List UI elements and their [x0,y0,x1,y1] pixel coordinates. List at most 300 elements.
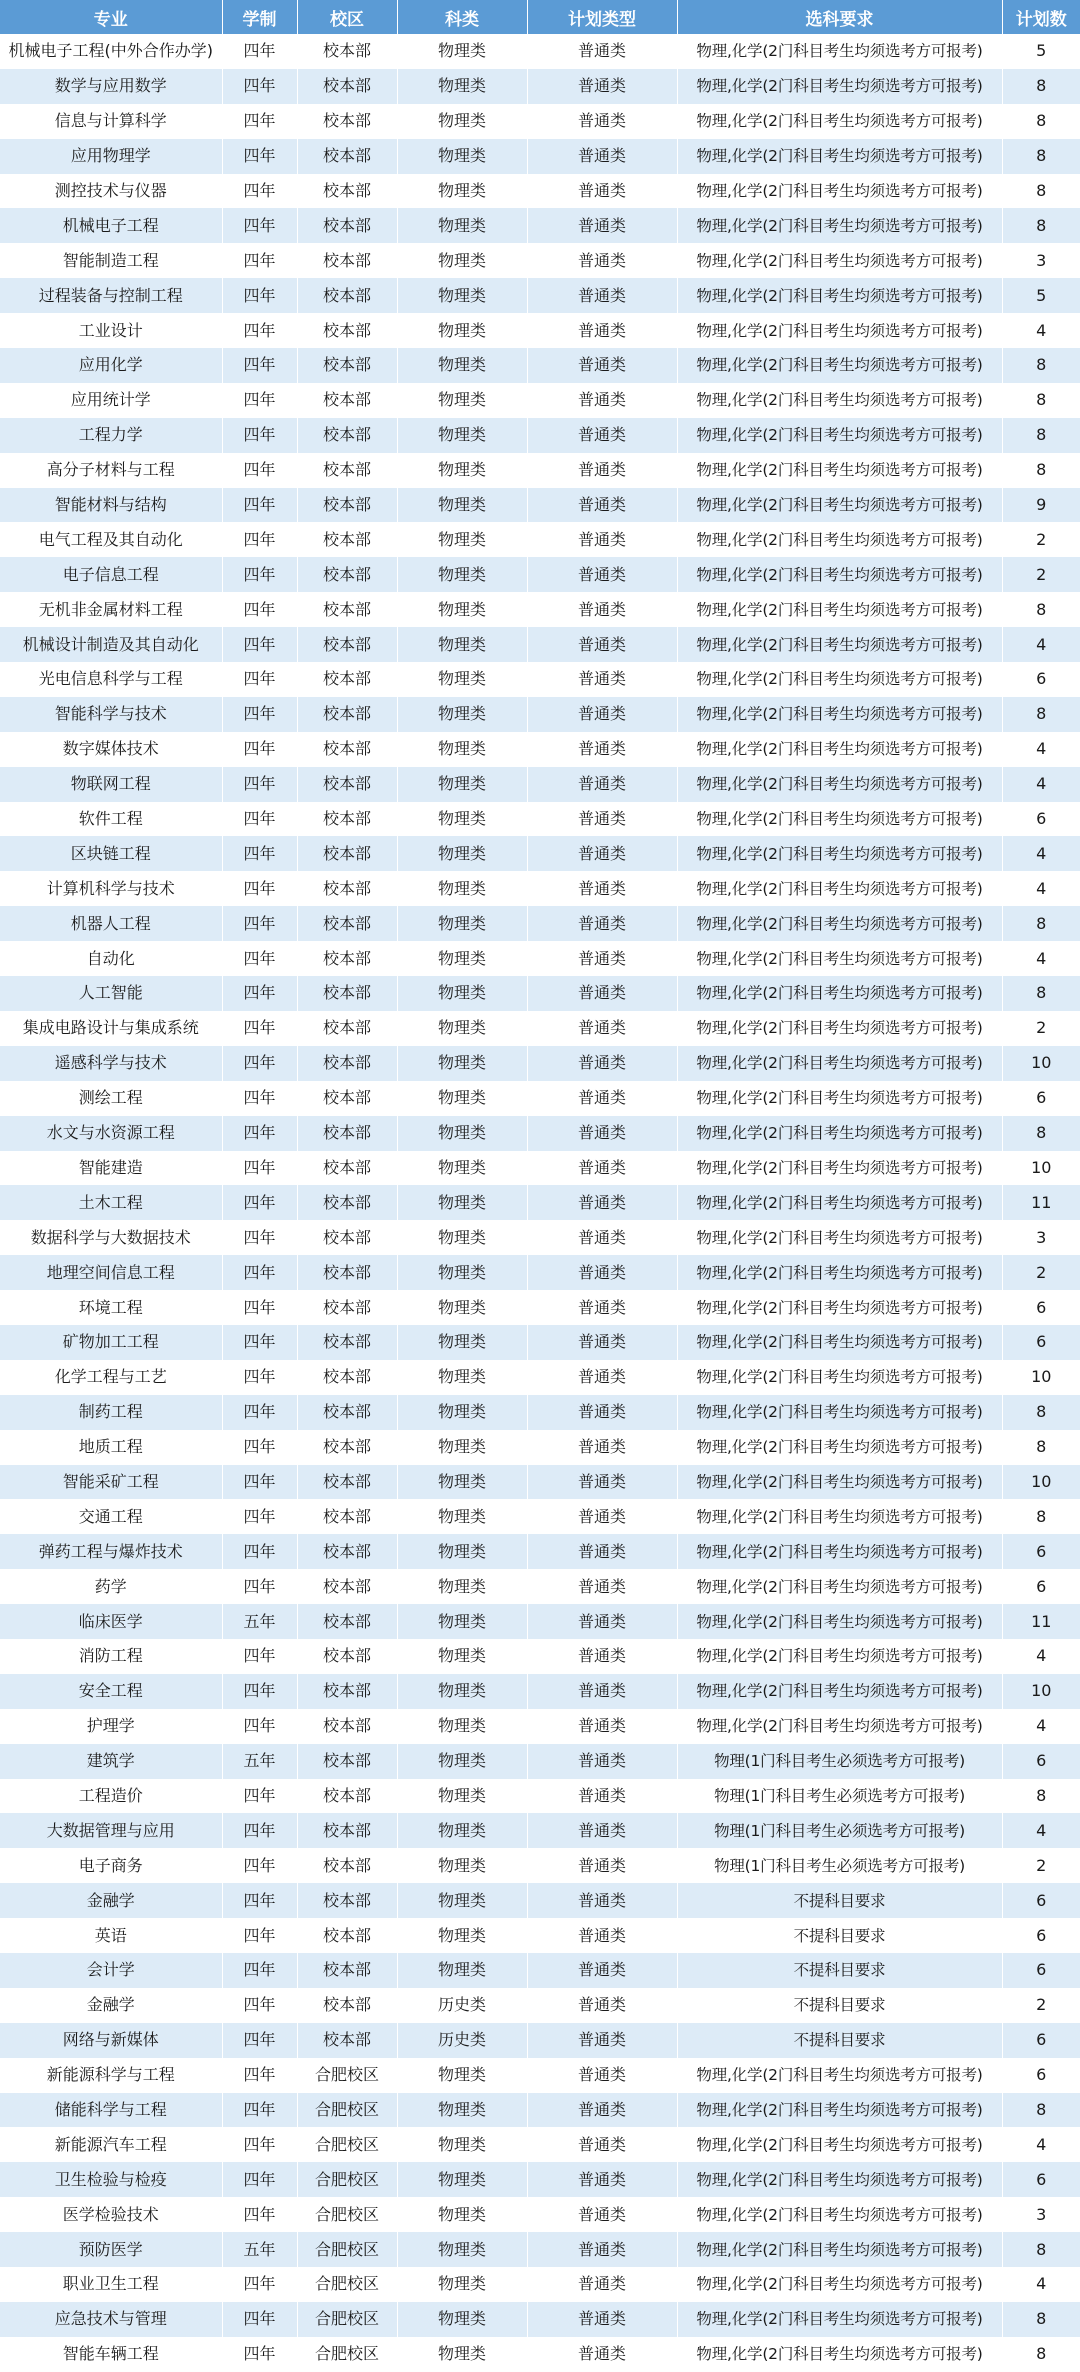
table-row [0,2162,1080,2197]
cell-count: 2 [1036,1855,1047,1875]
cell-campus: 校本部 [297,1813,397,1848]
table-row [0,627,1080,662]
cell-requirement: 物理,化学(2门科目考生均须选考方可报考) [677,243,1002,278]
cell-count: 4 [1036,878,1047,898]
cell-count: 4 [1036,2274,1047,2294]
table-row [0,1151,1080,1186]
cell-duration: 四年 [222,906,297,941]
cell-campus: 校本部 [297,1465,397,1500]
cell-campus: 校本部 [297,522,397,557]
cell-category: 物理类 [397,1744,527,1779]
cell-category: 物理类 [397,2232,527,2267]
table-row [0,522,1080,557]
table-row [0,2058,1080,2093]
cell-campus: 校本部 [297,1499,397,1534]
cell-category: 物理类 [397,2162,527,2197]
cell-category: 物理类 [397,1185,527,1220]
cell-plan-type: 普通类 [527,1813,677,1848]
table-row [0,941,1080,976]
cell-requirement: 物理,化学(2门科目考生均须选考方可报考) [677,1569,1002,1604]
cell-requirement: 物理,化学(2门科目考生均须选考方可报考) [677,1534,1002,1569]
table-row [0,732,1080,767]
cell-category: 物理类 [397,976,527,1011]
table-row [0,1534,1080,1569]
cell-count: 6 [1036,1332,1047,1352]
cell-requirement: 物理,化学(2门科目考生均须选考方可报考) [677,697,1002,732]
cell-count: 6 [1036,669,1047,689]
cell-campus: 合肥校区 [297,2267,397,2302]
cell-category: 物理类 [397,941,527,976]
cell-plan-type: 普通类 [527,2197,677,2232]
cell-requirement: 物理,化学(2门科目考生均须选考方可报考) [677,208,1002,243]
cell-major: 测绘工程 [0,1081,222,1116]
cell-campus: 校本部 [297,174,397,209]
cell-campus: 合肥校区 [297,2197,397,2232]
cell-requirement: 物理,化学(2门科目考生均须选考方可报考) [677,592,1002,627]
cell-count: 6 [1036,1088,1047,1108]
cell-duration: 四年 [222,488,297,523]
cell-plan-type: 普通类 [527,1848,677,1883]
table-row [0,174,1080,209]
cell-campus: 校本部 [297,278,397,313]
cell-major: 地理空间信息工程 [0,1255,222,1290]
cell-count: 10 [1031,1471,1052,1491]
cell-major: 职业卫生工程 [0,2267,222,2302]
cell-count: 8 [1036,146,1047,166]
cell-requirement: 物理,化学(2门科目考生均须选考方可报考) [677,278,1002,313]
cell-duration: 四年 [222,139,297,174]
cell-requirement: 物理,化学(2门科目考生均须选考方可报考) [677,104,1002,139]
cell-plan-type: 普通类 [527,697,677,732]
cell-plan-type: 普通类 [527,1360,677,1395]
table-row [0,2337,1080,2372]
cell-major: 大数据管理与应用 [0,1813,222,1848]
cell-plan-type: 普通类 [527,2058,677,2093]
cell-category: 物理类 [397,1674,527,1709]
cell-campus: 校本部 [297,1744,397,1779]
cell-duration: 四年 [222,1430,297,1465]
cell-campus: 校本部 [297,243,397,278]
table-row [0,1674,1080,1709]
cell-major: 电子信息工程 [0,557,222,592]
cell-major: 矿物加工工程 [0,1325,222,1360]
cell-duration: 四年 [222,2127,297,2162]
table-row [0,1185,1080,1220]
cell-duration: 四年 [222,627,297,662]
cell-major: 智能车辆工程 [0,2337,222,2372]
cell-count: 6 [1036,1576,1047,1596]
cell-count: 6 [1036,2169,1047,2189]
cell-plan-type: 普通类 [527,2267,677,2302]
cell-plan-type: 普通类 [527,1534,677,1569]
table-row [0,1116,1080,1151]
cell-requirement: 不提科目要求 [677,2023,1002,2058]
table-row [0,1081,1080,1116]
cell-major: 护理学 [0,1709,222,1744]
cell-category: 物理类 [397,1116,527,1151]
cell-major: 弹药工程与爆炸技术 [0,1534,222,1569]
cell-count: 4 [1036,1716,1047,1736]
cell-category: 物理类 [397,1883,527,1918]
cell-duration: 四年 [222,278,297,313]
cell-count: 8 [1036,1506,1047,1526]
table-row [0,1255,1080,1290]
cell-campus: 校本部 [297,1220,397,1255]
cell-plan-type: 普通类 [527,453,677,488]
cell-requirement: 不提科目要求 [677,1953,1002,1988]
cell-requirement: 物理,化学(2门科目考生均须选考方可报考) [677,488,1002,523]
cell-category: 物理类 [397,1709,527,1744]
cell-major: 土木工程 [0,1185,222,1220]
cell-plan-type: 普通类 [527,1465,677,1500]
cell-plan-type: 普通类 [527,1569,677,1604]
cell-major: 临床医学 [0,1604,222,1639]
table-row [0,871,1080,906]
cell-duration: 四年 [222,592,297,627]
cell-duration: 四年 [222,2302,297,2337]
cell-plan-type: 普通类 [527,174,677,209]
cell-campus: 校本部 [297,1116,397,1151]
table-row [0,1779,1080,1814]
cell-campus: 校本部 [297,976,397,1011]
cell-campus: 合肥校区 [297,2302,397,2337]
column-header-requirement: 选科要求 [677,0,1002,34]
cell-count: 2 [1036,564,1047,584]
cell-campus: 合肥校区 [297,2232,397,2267]
table-row [0,976,1080,1011]
table-row [0,2093,1080,2128]
cell-major: 智能科学与技术 [0,697,222,732]
cell-major: 安全工程 [0,1674,222,1709]
cell-major: 计算机科学与技术 [0,871,222,906]
cell-major: 过程装备与控制工程 [0,278,222,313]
cell-duration: 四年 [222,836,297,871]
cell-duration: 四年 [222,802,297,837]
table-row [0,1988,1080,2023]
cell-requirement: 物理,化学(2门科目考生均须选考方可报考) [677,871,1002,906]
cell-duration: 四年 [222,697,297,732]
cell-plan-type: 普通类 [527,662,677,697]
cell-major: 数据科学与大数据技术 [0,1220,222,1255]
cell-requirement: 物理,化学(2门科目考生均须选考方可报考) [677,662,1002,697]
cell-major: 遥感科学与技术 [0,1046,222,1081]
table-row [0,1220,1080,1255]
cell-duration: 五年 [222,1604,297,1639]
cell-duration: 四年 [222,243,297,278]
cell-requirement: 物理,化学(2门科目考生均须选考方可报考) [677,418,1002,453]
cell-requirement: 物理,化学(2门科目考生均须选考方可报考) [677,2197,1002,2232]
column-header-count: 计划数 [1002,0,1080,34]
cell-plan-type: 普通类 [527,976,677,1011]
cell-campus: 校本部 [297,2023,397,2058]
table-row [0,488,1080,523]
cell-count: 4 [1036,1646,1047,1666]
cell-duration: 四年 [222,2337,297,2372]
cell-requirement: 物理,化学(2门科目考生均须选考方可报考) [677,348,1002,383]
cell-campus: 合肥校区 [297,2337,397,2372]
table-row [0,802,1080,837]
cell-duration: 四年 [222,383,297,418]
table-header [0,0,1080,34]
cell-major: 金融学 [0,1988,222,2023]
cell-requirement: 物理,化学(2门科目考生均须选考方可报考) [677,1185,1002,1220]
cell-duration: 四年 [222,1046,297,1081]
cell-duration: 四年 [222,348,297,383]
cell-category: 物理类 [397,732,527,767]
cell-duration: 四年 [222,1185,297,1220]
cell-campus: 校本部 [297,1255,397,1290]
cell-category: 物理类 [397,1325,527,1360]
cell-duration: 四年 [222,2058,297,2093]
cell-plan-type: 普通类 [527,767,677,802]
header-row [0,0,1080,34]
cell-count: 5 [1036,285,1047,305]
cell-count: 8 [1036,983,1047,1003]
cell-major: 物联网工程 [0,767,222,802]
cell-requirement: 物理,化学(2门科目考生均须选考方可报考) [677,802,1002,837]
cell-major: 消防工程 [0,1639,222,1674]
cell-count: 6 [1036,809,1047,829]
cell-requirement: 物理,化学(2门科目考生均须选考方可报考) [677,69,1002,104]
cell-campus: 校本部 [297,662,397,697]
cell-duration: 四年 [222,418,297,453]
cell-campus: 校本部 [297,1430,397,1465]
cell-campus: 校本部 [297,1081,397,1116]
cell-count: 6 [1036,1541,1047,1561]
table-row [0,1569,1080,1604]
cell-plan-type: 普通类 [527,2337,677,2372]
cell-requirement: 物理,化学(2门科目考生均须选考方可报考) [677,2267,1002,2302]
cell-category: 物理类 [397,1779,527,1814]
table-row [0,1709,1080,1744]
cell-campus: 校本部 [297,1395,397,1430]
cell-duration: 四年 [222,313,297,348]
cell-count: 8 [1036,390,1047,410]
cell-major: 工程力学 [0,418,222,453]
cell-campus: 校本部 [297,557,397,592]
table-row [0,2232,1080,2267]
cell-duration: 四年 [222,1151,297,1186]
table-row [0,1395,1080,1430]
cell-duration: 四年 [222,1813,297,1848]
cell-requirement: 物理,化学(2门科目考生均须选考方可报考) [677,383,1002,418]
cell-category: 物理类 [397,2093,527,2128]
cell-campus: 校本部 [297,104,397,139]
cell-major: 高分子材料与工程 [0,453,222,488]
cell-duration: 四年 [222,976,297,1011]
cell-campus: 校本部 [297,1325,397,1360]
cell-count: 8 [1036,460,1047,480]
table-row [0,1744,1080,1779]
cell-campus: 校本部 [297,1534,397,1569]
cell-category: 物理类 [397,208,527,243]
cell-major: 新能源汽车工程 [0,2127,222,2162]
cell-major: 智能材料与结构 [0,488,222,523]
cell-requirement: 不提科目要求 [677,1883,1002,1918]
cell-count: 11 [1031,1611,1052,1631]
cell-category: 物理类 [397,348,527,383]
cell-major: 信息与计算科学 [0,104,222,139]
cell-major: 数字媒体技术 [0,732,222,767]
cell-count: 3 [1036,2204,1047,2224]
cell-requirement: 物理,化学(2门科目考生均须选考方可报考) [677,2127,1002,2162]
cell-campus: 校本部 [297,1674,397,1709]
cell-campus: 校本部 [297,941,397,976]
table-row [0,662,1080,697]
cell-plan-type: 普通类 [527,69,677,104]
cell-plan-type: 普通类 [527,871,677,906]
cell-duration: 四年 [222,662,297,697]
cell-category: 物理类 [397,243,527,278]
cell-count: 6 [1036,1960,1047,1980]
cell-count: 4 [1036,739,1047,759]
cell-major: 集成电路设计与集成系统 [0,1011,222,1046]
cell-count: 8 [1036,1437,1047,1457]
table-row [0,418,1080,453]
cell-plan-type: 普通类 [527,1709,677,1744]
cell-duration: 四年 [222,174,297,209]
cell-requirement: 物理,化学(2门科目考生均须选考方可报考) [677,1639,1002,1674]
cell-requirement: 物理,化学(2门科目考生均须选考方可报考) [677,1499,1002,1534]
cell-major: 卫生检验与检疫 [0,2162,222,2197]
table-row [0,592,1080,627]
cell-count: 6 [1036,1751,1047,1771]
table-row [0,2127,1080,2162]
cell-plan-type: 普通类 [527,139,677,174]
cell-duration: 四年 [222,1220,297,1255]
cell-requirement: 物理,化学(2门科目考生均须选考方可报考) [677,1395,1002,1430]
cell-campus: 校本部 [297,1011,397,1046]
cell-major: 自动化 [0,941,222,976]
cell-duration: 四年 [222,2267,297,2302]
cell-requirement: 物理,化学(2门科目考生均须选考方可报考) [677,1465,1002,1500]
cell-major: 软件工程 [0,802,222,837]
cell-campus: 合肥校区 [297,2127,397,2162]
cell-count: 4 [1036,1820,1047,1840]
cell-requirement: 不提科目要求 [677,1918,1002,1953]
cell-category: 物理类 [397,139,527,174]
cell-requirement: 物理,化学(2门科目考生均须选考方可报考) [677,2058,1002,2093]
table-row [0,1604,1080,1639]
cell-requirement: 物理,化学(2门科目考生均须选考方可报考) [677,2337,1002,2372]
cell-major: 数学与应用数学 [0,69,222,104]
cell-campus: 校本部 [297,1639,397,1674]
cell-count: 2 [1036,1018,1047,1038]
table-row [0,69,1080,104]
cell-plan-type: 普通类 [527,1220,677,1255]
table-row [0,1290,1080,1325]
cell-count: 4 [1036,634,1047,654]
cell-plan-type: 普通类 [527,627,677,662]
cell-plan-type: 普通类 [527,1918,677,1953]
cell-category: 物理类 [397,1604,527,1639]
table-row [0,139,1080,174]
cell-campus: 校本部 [297,453,397,488]
cell-count: 8 [1036,2099,1047,2119]
cell-major: 网络与新媒体 [0,2023,222,2058]
cell-category: 物理类 [397,802,527,837]
cell-requirement: 物理,化学(2门科目考生均须选考方可报考) [677,1046,1002,1081]
cell-major: 人工智能 [0,976,222,1011]
cell-count: 5 [1036,41,1047,61]
cell-count: 9 [1036,495,1047,515]
cell-campus: 校本部 [297,592,397,627]
cell-duration: 四年 [222,1569,297,1604]
table-row [0,1465,1080,1500]
cell-category: 物理类 [397,2302,527,2337]
cell-requirement: 物理,化学(2门科目考生均须选考方可报考) [677,1116,1002,1151]
cell-requirement: 物理,化学(2门科目考生均须选考方可报考) [677,313,1002,348]
cell-major: 建筑学 [0,1744,222,1779]
cell-campus: 校本部 [297,418,397,453]
cell-duration: 四年 [222,1499,297,1534]
cell-major: 工业设计 [0,313,222,348]
cell-major: 电气工程及其自动化 [0,522,222,557]
cell-campus: 校本部 [297,1290,397,1325]
cell-duration: 四年 [222,1709,297,1744]
cell-campus: 校本部 [297,383,397,418]
cell-major: 机械电子工程 [0,208,222,243]
cell-requirement: 物理,化学(2门科目考生均须选考方可报考) [677,522,1002,557]
cell-count: 8 [1036,355,1047,375]
cell-campus: 校本部 [297,697,397,732]
column-header-major: 专业 [0,0,222,34]
cell-requirement: 物理,化学(2门科目考生均须选考方可报考) [677,174,1002,209]
cell-requirement: 物理,化学(2门科目考生均须选考方可报考) [677,1220,1002,1255]
cell-category: 物理类 [397,1360,527,1395]
cell-requirement: 物理,化学(2门科目考生均须选考方可报考) [677,2162,1002,2197]
cell-plan-type: 普通类 [527,1779,677,1814]
table-row [0,1011,1080,1046]
cell-category: 物理类 [397,627,527,662]
cell-requirement: 物理,化学(2门科目考生均须选考方可报考) [677,1081,1002,1116]
cell-major: 应用物理学 [0,139,222,174]
cell-count: 10 [1031,1157,1052,1177]
cell-plan-type: 普通类 [527,348,677,383]
cell-count: 4 [1036,843,1047,863]
cell-campus: 校本部 [297,732,397,767]
table-row [0,348,1080,383]
cell-campus: 校本部 [297,1709,397,1744]
cell-category: 物理类 [397,1290,527,1325]
table-row [0,104,1080,139]
cell-major: 金融学 [0,1883,222,1918]
cell-category: 物理类 [397,1918,527,1953]
table-row [0,1499,1080,1534]
cell-duration: 四年 [222,2162,297,2197]
cell-count: 8 [1036,599,1047,619]
cell-campus: 校本部 [297,627,397,662]
cell-duration: 四年 [222,1116,297,1151]
cell-major: 测控技术与仪器 [0,174,222,209]
cell-campus: 校本部 [297,488,397,523]
table-row [0,2302,1080,2337]
cell-count: 4 [1036,320,1047,340]
cell-category: 物理类 [397,906,527,941]
cell-duration: 四年 [222,1465,297,1500]
cell-requirement: 物理,化学(2门科目考生均须选考方可报考) [677,836,1002,871]
cell-requirement: 物理(1门科目考生必须选考方可报考) [677,1779,1002,1814]
cell-plan-type: 普通类 [527,732,677,767]
cell-campus: 校本部 [297,1185,397,1220]
cell-duration: 四年 [222,1290,297,1325]
cell-category: 物理类 [397,1011,527,1046]
cell-major: 储能科学与工程 [0,2093,222,2128]
cell-category: 物理类 [397,34,527,69]
cell-plan-type: 普通类 [527,1011,677,1046]
cell-category: 物理类 [397,1499,527,1534]
cell-count: 2 [1036,1262,1047,1282]
